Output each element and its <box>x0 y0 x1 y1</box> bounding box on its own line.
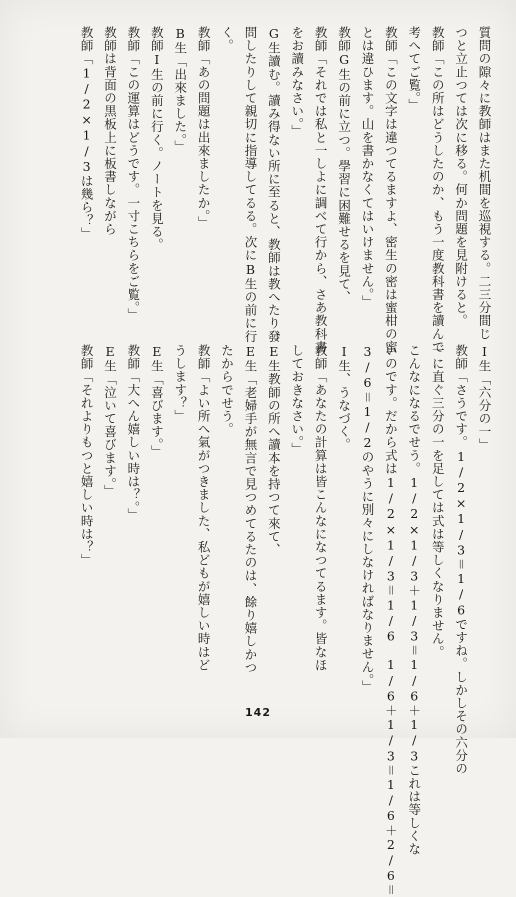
text-column: 3/6＝1/2のやうに別々にしなければなりません。」 <box>359 344 375 694</box>
text-column: 教師「大へん嬉しい時は？。」 <box>125 344 141 522</box>
text-column: G生讀む。讀み得ない所に至ると、教師は教へたり發 <box>266 26 282 343</box>
text-column: 考へてご覧。」 <box>406 26 422 112</box>
text-column: く。 <box>219 26 235 53</box>
text-column: こんなになるでせう。1/2×1/3＋1/3＝1/6＋1/3これは等しくな <box>406 344 422 856</box>
text-column: 教師G生の前に立つ。學習に困難せるを見て、 <box>336 26 352 304</box>
text-column: 質問の隙々に教師はまた机間を巡視する。二三分間じ <box>477 26 492 341</box>
page-number: 142 <box>245 706 271 719</box>
text-column: I生、うなづく。 <box>336 344 352 452</box>
text-column: 教師「この所はどうしたのか、もう一度教科書を讀んで <box>430 26 446 354</box>
text-column: 教師「さうです。1/2×1/3＝1/6ですね。しかしその六分の <box>453 344 469 776</box>
text-column: 教師は背面の黒板上に板書しながら <box>102 26 118 236</box>
text-column: 教師「この文字は違つてるますよ、密生の密は蜜柑の蜜 <box>383 26 399 354</box>
text-column: E生「喜びます。」 <box>149 344 165 459</box>
text-column: たからでせう。 <box>219 344 235 436</box>
text-column: 教師「あなたの計算は皆こんなになつてるます。皆なほ <box>313 344 329 672</box>
text-column: 教師「それよりもつと嬉しい時は？」 <box>79 344 95 567</box>
upper-text-block <box>75 26 496 354</box>
text-column: いのです。だから式は1/2×1/3＝1/6 1/6＋1/3＝1/6＋2/6＝ <box>383 344 399 897</box>
text-column: 問したりして親切に指導してるる。次にB生の前に行 <box>242 26 258 343</box>
text-column: 教師「あの問題は出來ましたか。」 <box>196 26 212 230</box>
text-column: うします？」 <box>172 344 188 423</box>
text-column: I生「六分の一」 <box>477 344 492 452</box>
text-column: E生「老婦手が無言で見つめてるたのは、餘り嬉しかつ <box>242 344 258 674</box>
text-column: 教師「よい所へ氣がつきました、私どもが嬉しい時はど <box>196 344 212 672</box>
text-column: 一に直ぐ三分の一を足しては式は等しくなりません。 <box>430 344 446 659</box>
text-column: つと立止つては次に移る。何か問題を見附けると。 <box>453 26 469 328</box>
text-column: E生「泣いて喜びます。」 <box>102 344 118 498</box>
text-column: 教師「この運算はどうです。一寸こちらをご覧。」 <box>125 26 141 322</box>
text-column: 教師I生の前に行く。ノートを見る。 <box>149 26 165 252</box>
text-column: とは違ひます。山を書かなくてはいけません。」 <box>359 26 375 308</box>
text-column: 教師「1/2×1/3は幾ら？」 <box>79 26 95 240</box>
text-column: しておきなさい。」 <box>289 344 305 456</box>
text-column: 教師「それでは私と一しよに調べて行から、さあ教科書 <box>313 26 329 354</box>
text-column: B生「出來ました。」 <box>172 26 188 154</box>
text-column: E生教師の所へ讀本を持つて來て、 <box>266 344 282 557</box>
text-column: をお讀みなさい。」 <box>289 26 305 138</box>
